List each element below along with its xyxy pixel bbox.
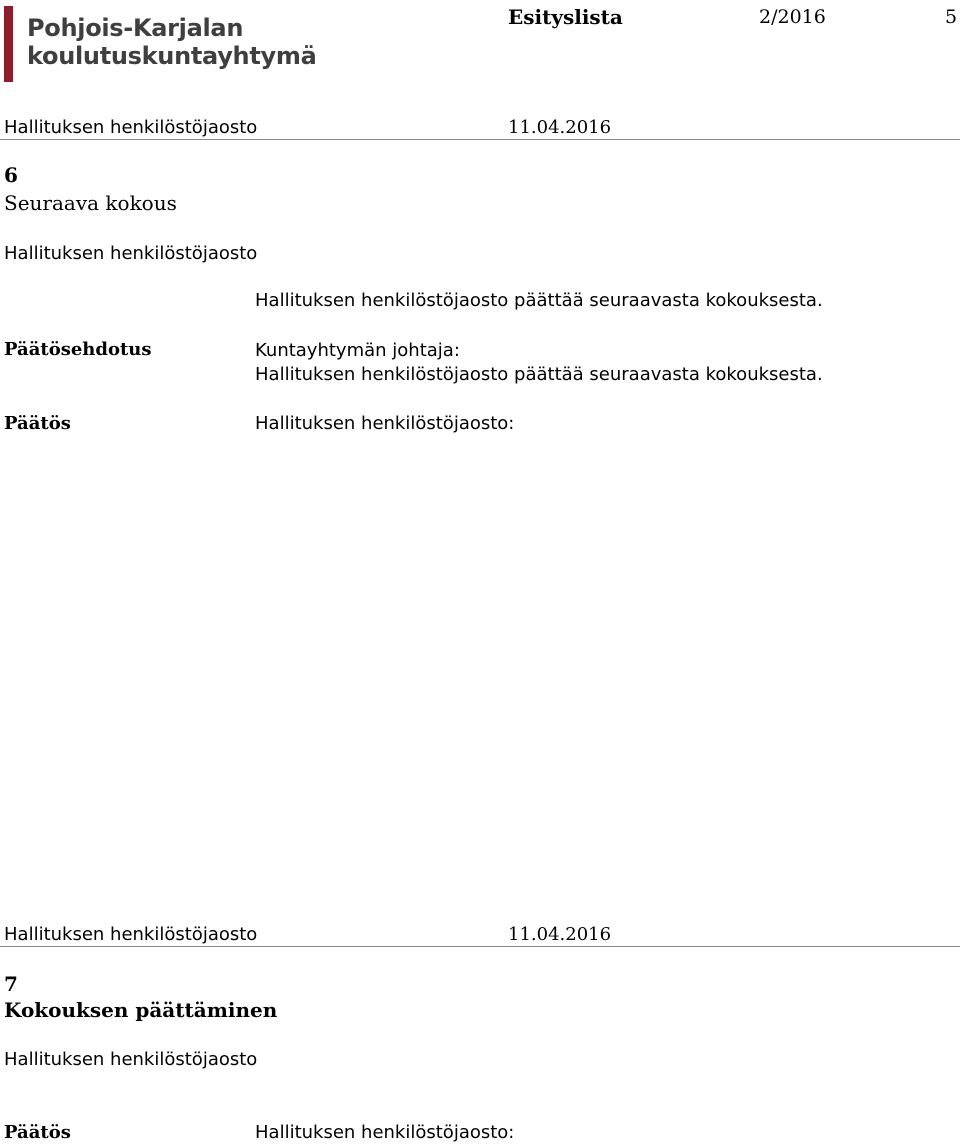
proposal-label: Päätösehdotus bbox=[4, 339, 152, 360]
decision-text: Hallituksen henkilöstöjaosto: bbox=[255, 1122, 515, 1143]
intro-text: Hallituksen henkilöstöjaosto päättää seuraavasta kokouksesta. bbox=[255, 290, 823, 311]
section-body-name: Hallituksen henkilöstöjaosto bbox=[4, 117, 258, 138]
decision-label: Päätös bbox=[4, 413, 71, 434]
doc-type: Esityslista bbox=[508, 5, 623, 29]
section-date: 11.04.2016 bbox=[508, 117, 612, 138]
section-body-name: Hallituksen henkilöstöjaosto bbox=[4, 924, 258, 945]
section-divider bbox=[0, 946, 960, 947]
logo-line-2: koulutuskuntayhtymä bbox=[27, 42, 317, 70]
proposal-author: Kuntayhtymän johtaja: bbox=[255, 340, 460, 361]
issue-number: 2/2016 bbox=[759, 6, 826, 28]
committee-name: Hallituksen henkilöstöjaosto bbox=[4, 1049, 258, 1070]
decision-label: Päätös bbox=[4, 1122, 71, 1143]
logo-line-1: Pohjois-Karjalan bbox=[27, 14, 244, 42]
item-title: Kokouksen päättäminen bbox=[4, 998, 278, 1022]
section-date: 11.04.2016 bbox=[508, 924, 612, 945]
section-divider bbox=[0, 139, 960, 140]
proposal-text: Hallituksen henkilöstöjaosto päättää seuraavasta kokouksesta. bbox=[255, 364, 823, 385]
item-title: Seuraava kokous bbox=[4, 191, 177, 215]
logo-bar bbox=[4, 6, 13, 82]
committee-name: Hallituksen henkilöstöjaosto bbox=[4, 243, 258, 264]
item-number: 7 bbox=[4, 972, 18, 996]
decision-text: Hallituksen henkilöstöjaosto: bbox=[255, 413, 515, 434]
item-number: 6 bbox=[4, 163, 18, 187]
page-number: 5 bbox=[945, 6, 958, 28]
